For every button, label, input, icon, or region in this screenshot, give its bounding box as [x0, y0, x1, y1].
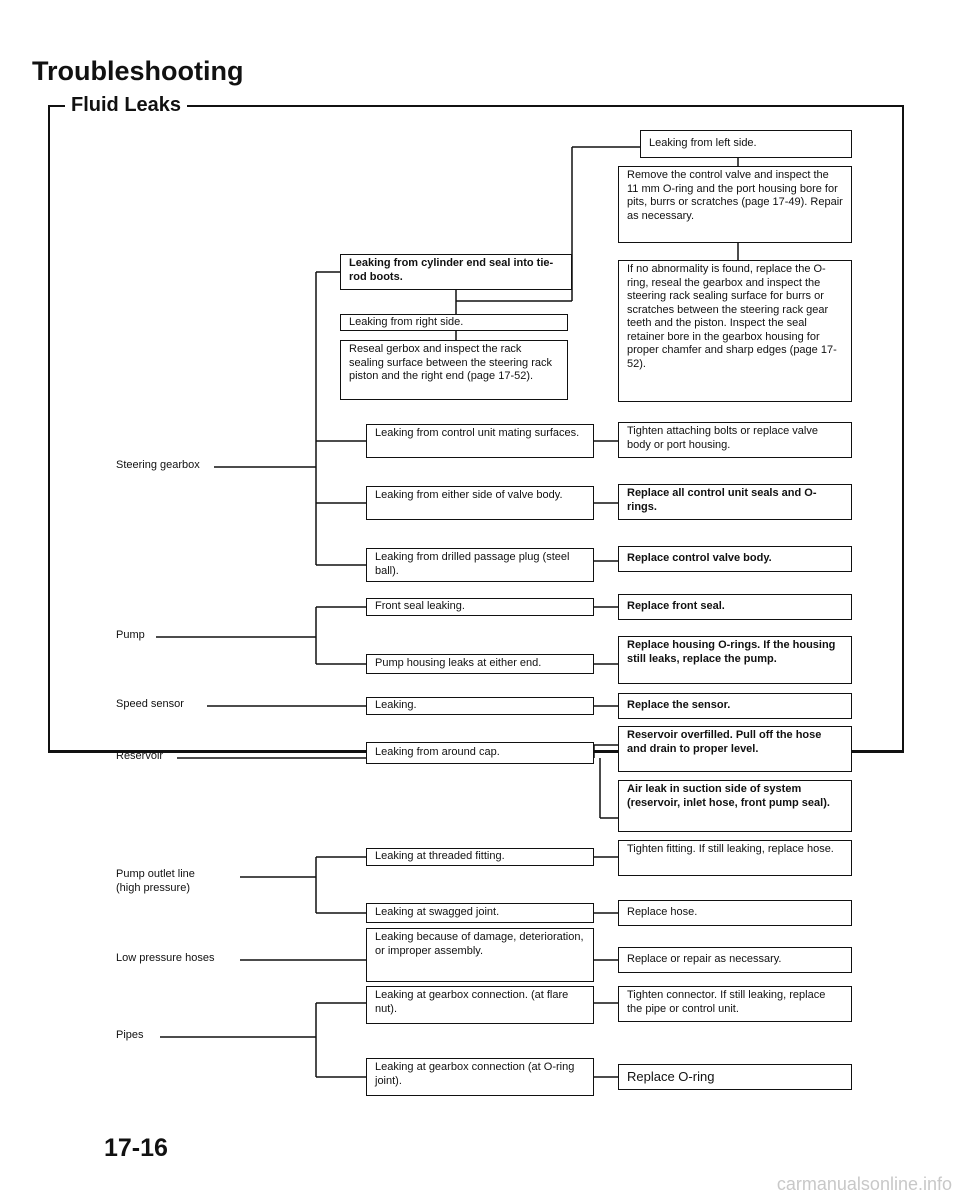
- remedy-replace-oring: Replace O-ring: [618, 1064, 852, 1090]
- category-low-pressure-hoses: Low pressure hoses: [116, 952, 215, 964]
- symptom-valve-body-sides: Leaking from either side of valve body.: [366, 486, 594, 520]
- remedy-left-side: Leaking from left side.: [640, 130, 852, 158]
- page-number: 17-16: [104, 1134, 168, 1162]
- symptom-pump-housing: Pump housing leaks at either end.: [366, 654, 594, 674]
- category-pipes: Pipes: [116, 1029, 144, 1041]
- category-reservoir: Reservoir: [116, 750, 164, 762]
- section-title: Fluid Leaks: [65, 94, 187, 117]
- remedy-no-abnormality: If no abnormality is found, replace the O-ring, reseal the gearbox and inspect the steering rack sealing surface for burrs or scratches between the steering rack gear teeth and the piston. Inspect the seal retainer bore in the gearbox housing for proper chamfer and sharp edges (page 17-52).: [618, 260, 852, 402]
- category-pump-outlet-line-note: (high pressure): [116, 882, 190, 894]
- symptom-threaded-fitting: Leaking at threaded fitting.: [366, 848, 594, 866]
- remedy-reseal: Reseal gerbox and inspect the rack sealing surface between the steering rack piston and the right end (page 17-52).: [340, 340, 568, 400]
- symptom-drilled-passage: Leaking from drilled passage plug (steel ball).: [366, 548, 594, 582]
- symptom-cylinder-end-seal: Leaking from cylinder end seal into tie-rod boots.: [340, 254, 572, 290]
- symptom-front-seal: Front seal leaking.: [366, 598, 594, 616]
- remedy-replace-or-repair: Replace or repair as necessary.: [618, 947, 852, 973]
- symptom-low-pressure-damage: Leaking because of damage, deterioration, or improper assembly.: [366, 928, 594, 982]
- remedy-replace-valve-body: Replace control valve body.: [618, 546, 852, 572]
- category-pump-outlet-line: Pump outlet line: [116, 868, 195, 880]
- symptom-flare-nut: Leaking at gearbox connection. (at flare nut).: [366, 986, 594, 1024]
- watermark: carmanualsonline.info: [776, 1174, 952, 1194]
- remedy-left-side-action: Remove the control valve and inspect the 11 mm O-ring and the port housing bore for pits, burrs or scratches (page 17-49). Repair as necessary.: [618, 166, 852, 243]
- category-speed-sensor: Speed sensor: [116, 698, 184, 710]
- category-pump: Pump: [116, 629, 145, 641]
- remedy-reservoir-overfilled: Reservoir overfilled. Pull off the hose and drain to proper level.: [618, 726, 852, 772]
- page-title: Troubleshooting: [32, 56, 244, 86]
- symptom-around-cap: Leaking from around cap.: [366, 742, 594, 764]
- remedy-replace-housing-orings: Replace housing O-rings. If the housing still leaks, replace the pump.: [618, 636, 852, 684]
- remedy-air-leak: Air leak in suction side of system (reservoir, inlet hose, front pump seal).: [618, 780, 852, 832]
- symptom-speed-sensor-leak: Leaking.: [366, 697, 594, 715]
- remedy-tighten-bolts: Tighten attaching bolts or replace valve body or port housing.: [618, 422, 852, 458]
- remedy-replace-front-seal: Replace front seal.: [618, 594, 852, 620]
- symptom-swagged-joint: Leaking at swagged joint.: [366, 903, 594, 923]
- remedy-replace-seals: Replace all control unit seals and O-rings.: [618, 484, 852, 520]
- symptom-right-side: Leaking from right side.: [340, 314, 568, 331]
- remedy-replace-sensor: Replace the sensor.: [618, 693, 852, 719]
- remedy-tighten-connector: Tighten connector. If still leaking, replace the pipe or control unit.: [618, 986, 852, 1022]
- symptom-control-unit-mating: Leaking from control unit mating surfaces.: [366, 424, 594, 458]
- symptom-oring-joint: Leaking at gearbox connection (at O-ring joint).: [366, 1058, 594, 1096]
- category-steering-gearbox: Steering gearbox: [116, 459, 200, 471]
- remedy-tighten-fitting: Tighten fitting. If still leaking, replace hose.: [618, 840, 852, 876]
- remedy-replace-hose: Replace hose.: [618, 900, 852, 926]
